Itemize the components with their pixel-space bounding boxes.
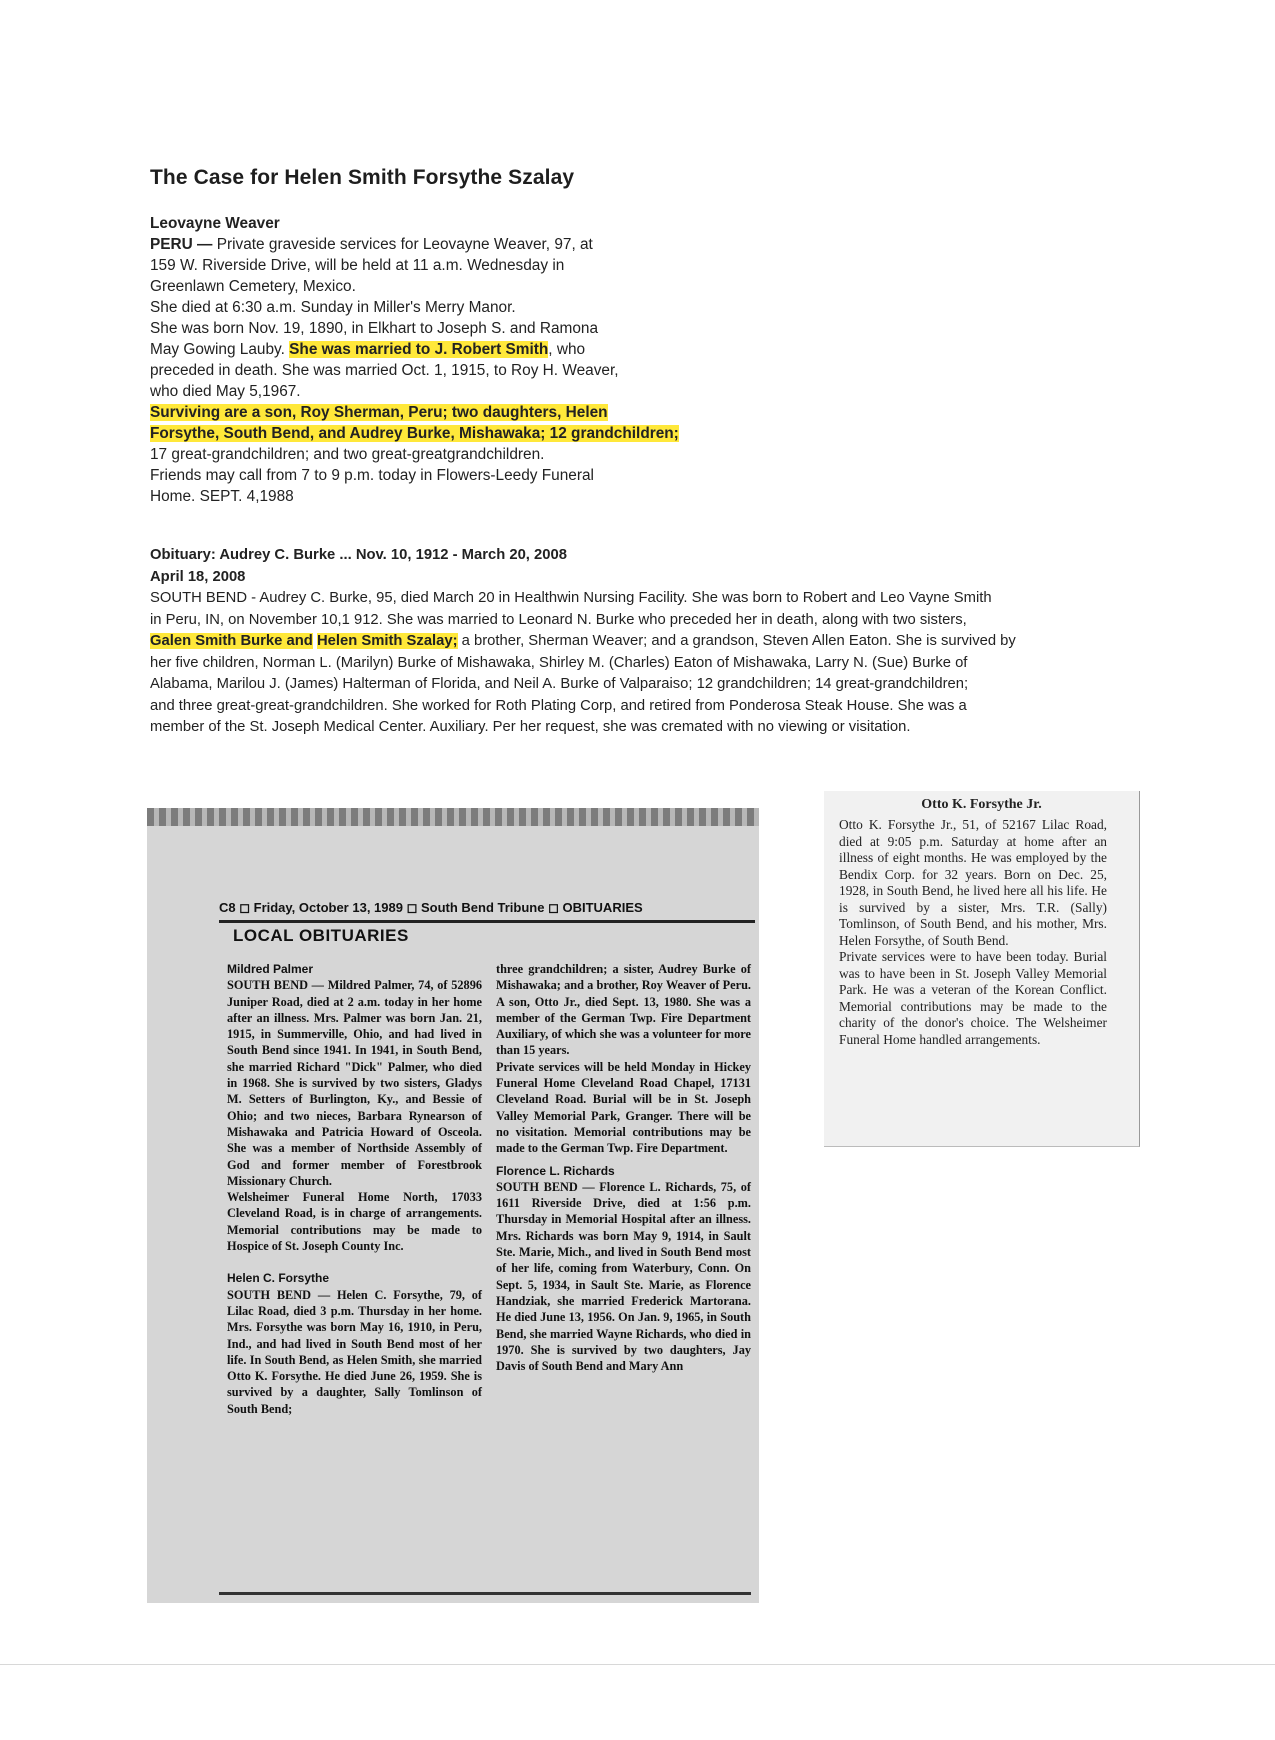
page-title: The Case for Helen Smith Forsythe Szalay [150,166,575,189]
obituary-line: She died at 6:30 a.m. Sunday in Miller's Merry Manor. [150,299,516,316]
obituary-name: Otto K. Forsythe Jr. [921,797,1042,812]
obituary-name: Leovayne Weaver [150,215,280,232]
obituary-date: April 18, 2008 [150,568,246,585]
obituary-line: who died May 5,1967. [150,383,301,400]
clipping-rule [219,1592,751,1595]
obituary-line: 17 great-grandchildren; and two great-greatgrandchildren. [150,446,545,463]
obituary-name: Helen C. Forsythe [227,1271,330,1286]
obituary-name: Mildred Palmer [227,962,314,976]
obituary-paragraph: three grandchildren; a sister, Audrey Burke of Mishawaka; and a brother, Roy Weaver of Peru. A son, Otto Jr., died Sept. 13, 1980. She was a member of the German Twp. Fire Department Auxiliary, of which she was a volunteer for more than 15 years. [496,962,751,1058]
obituary-line: Friends may call from 7 to 9 p.m. today in Flowers-Leedy Funeral [150,467,594,484]
obituary-paragraph: Welsheimer Funeral Home North, 17033 Cleveland Road, is in charge of arrangements. Memorial contributions may be made to Hospice of St. Joseph County Inc. [227,1190,482,1254]
obituary-text: a brother, Sherman Weaver; and a grandson, Steven Allen Eaton. She is survived by [457,633,1016,649]
clipping-column-left [227,961,482,1417]
newspaper-clipping-otto [824,791,1140,1147]
obituary-line: her five children, Norman L. (Marilyn) Burke of Mishawaka, Shirley M. (Charles) Eaton of Mishawaka, Larry N. (Sue) Burke of [150,654,968,671]
obituary-paragraph: SOUTH BEND — Florence L. Richards, 75, of 1611 Riverside Drive, died at 1:56 p.m. Thursday in Memorial Hospital after an illness. Mrs. Richards was born May 9, 1914, in Sault Ste. Marie, Mich., and lived in South Bend most of her life, coming from Waterbury, Conn. On Sept. 5, 1934, in Sault Ste. Marie, as Florence Handziak, she married Frederick Martorana. He died June 13, 1956. On Jan. 9, 1965, in South Bend, she married Wayne Richards, who died in 1970. She is survived by two daughters, Jay Davis of South Bend and Mary Ann [496,1179,751,1374]
obituary-line [150,402,710,423]
obituary-paragraph: Private services were to have been today. Burial was to have been in St. Joseph Valley Memorial Park. He was a veteran of the Korean Conflict. Memorial contributions may be made to the charity of the donor's choice. The Welsheimer Funeral Home handled arrangements. [839,949,1107,1047]
obituary-heading: Obituary: Audrey C. Burke ... Nov. 10, 1912 - March 20, 2008 [150,547,567,563]
newspaper-masthead: C8 ◻ Friday, October 13, 1989 ◻ South Bend Tribune ◻ OBITUARIES [219,896,755,923]
highlight-surviving: Forsythe, South Bend, and Audrey Burke, Mishawaka; 12 grandchildren; [150,425,679,442]
obituary-line: Home. SEPT. 4,1988 [150,488,294,505]
obituary-line: in Peru, IN, on November 10,1 912. She was married to Leonard N. Burke who preceded her in death, along with two sisters, [150,611,967,628]
highlight-surviving: Surviving are a son, Roy Sherman, Peru; two daughters, Helen [150,404,608,421]
obituary-line: member of the St. Joseph Medical Center. Auxiliary. Per her request, she was cremated with no viewing or visitation. [150,719,911,735]
obituary-paragraph: SOUTH BEND — Helen C. Forsythe, 79, of Lilac Road, died 3 p.m. Thursday in her home. Mrs. Forsythe was born May 16, 1910, in Peru, Ind., and had lived in South Bend most of her life. In South Bend, as Helen Smith, she married Otto K. Forsythe. He died June 26, 1959. She is survived by a daughter, Sally Tomlinson of South Bend; [227,1287,482,1416]
obituary-line: Alabama, Marilou J. (James) Halterman of Florida, and Neil A. Burke of Valparaiso; 12 grandchildren; 14 great-grandchildren; [150,676,969,692]
highlight-helen: Helen Smith Szalay; [316,633,458,649]
clipping-column-right [496,961,751,1374]
obituary-leovayne-weaver [150,213,710,507]
obituary-paragraph: Otto K. Forsythe Jr., 51, of 52167 Lilac Road, died at 9:05 p.m. Saturday at home after an illness of eight months. He was employed by the Bendix Corp. for 32 years. Born on Dec. 25, 1928, in South Bend, he lived here all his life. He is survived by a sister, Mrs. T.R. (Sally) Tomlinson, of South Bend, and his mother, Mrs. Helen Forsythe, of South Bend. [839,817,1107,948]
obituary-audrey-burke [150,545,1110,739]
obituary-line [150,423,710,444]
obituary-line: preceded in death. She was married Oct. 1, 1915, to Roy H. Weaver, [150,362,619,379]
obituary-line [150,339,710,360]
newspaper-clipping [147,808,759,1603]
obituary-paragraph: Private services will be held Monday in Hickey Funeral Home Cleveland Road Chapel, 17131 Cleveland Road. Burial will be in St. Joseph Valley Memorial Park, Granger. There will be no visitation. Memorial contributions may be made to the German Twp. Fire Department. [496,1059,751,1156]
obituary-body [839,817,1107,1048]
obituary-line: Greenlawn Cemetery, Mexico. [150,278,356,295]
obituary-text: , who [548,341,586,358]
obituary-line: 159 W. Riverside Drive, will be held at 11 a.m. Wednesday in [150,257,565,274]
dateline: PERU — [150,236,213,253]
obituary-line [150,234,710,255]
obituary-line: She was born Nov. 19, 1890, in Elkhart to Joseph S. and Ramona [150,320,599,337]
highlight-sister: Galen Smith Burke and [150,633,313,649]
obituary-paragraph: SOUTH BEND — Mildred Palmer, 74, of 52896 Juniper Road, died at 2 a.m. today in her home after an illness. Mrs. Palmer was born Jan. 21, 1915, in Summerville, Ohio, and had lived in South Bend since 1941. In 1941, in South Bend, she married Richard "Dick" Palmer, who died in 1968. She is survived by two sisters, Gladys M. Setters of Burlington, Ky., and Bessie of Ohio; and two nieces, Barbara Rynearson of Mishawaka and Patricia Howard of Osceola. She was a member of Northside Assembly of God and former member of Forestbrook Missionary Church. [227,978,482,1188]
obituary-line: SOUTH BEND - Audrey C. Burke, 95, died March 20 in Healthwin Nursing Facility. She was born to Robert and Leo Vayne Smith [150,590,992,606]
highlight-married: She was married to J. Robert Smith [289,341,549,358]
obituary-line: and three great-great-grandchildren. She worked for Roth Plating Corp, and retired from Ponderosa Steak House. She was a [150,697,967,714]
obituary-line [150,631,1110,653]
obituary-text: Private graveside services for Leovayne Weaver, 97, at [212,236,593,253]
obituary-text: May Gowing Lauby. [150,341,290,358]
torn-edge [147,808,759,826]
obituary-name: Florence L. Richards [496,1163,615,1178]
page-bottom-edge [0,1664,1275,1665]
section-heading: LOCAL OBITUARIES [233,926,409,945]
